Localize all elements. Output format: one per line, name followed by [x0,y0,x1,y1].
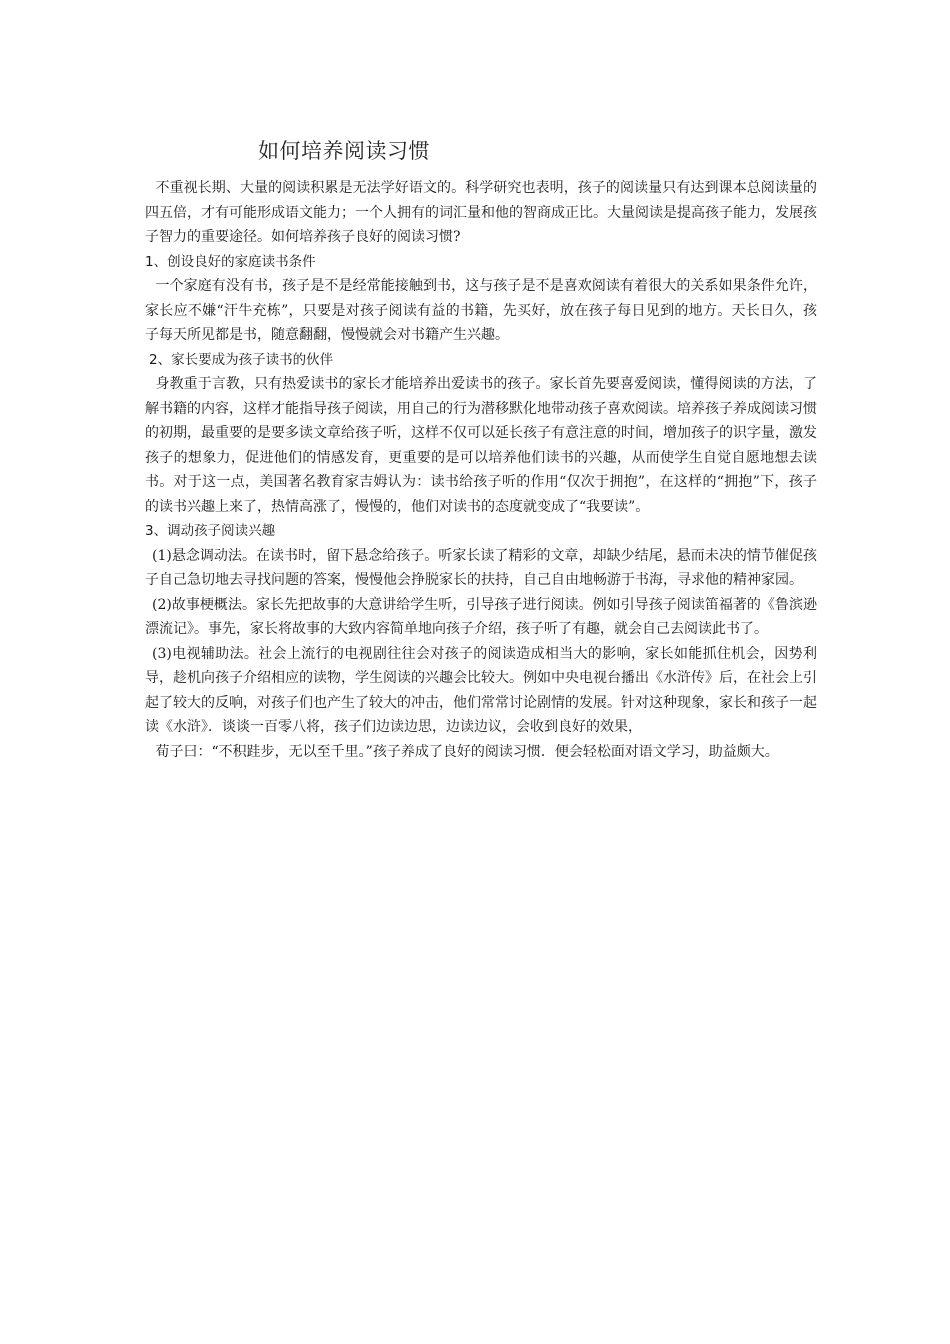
document-body [145,176,817,764]
conclusion-paragraph: 荀子曰：“不积跬步，无以至千里。”孩子养成了良好的阅读习惯．便会轻松面对语文学习，助益颇大。 [155,743,779,760]
section-1-heading: 1、创设良好的家庭读书条件 [145,253,316,270]
section-1-paragraph: 一个家庭有没有书，孩子是不是经常能接触到书，这与孩子是不是喜欢阅读有着很大的关系如果条件允许，家长应不嫌“汗牛充栋”，只要是对孩子阅读有益的书籍，先买好，放在孩子每日见到的地方。天长日久，孩子每天所见都是书，随意翻翻，慢慢就会对书籍产生兴趣。 [145,278,817,343]
intro-paragraph: 不重视长期、大量的阅读积累是无法学好语文的。科学研究也表明，孩子的阅读量只有达到课本总阅读量的四五倍，才有可能形成语文能力；一个人拥有的词汇量和他的智商成正比。大量阅读是提高孩子能力，发展孩子智力的重要途径。如何培养孩子良好的阅读习惯? [145,180,817,245]
section-2-paragraph: 身教重于言教，只有热爱读书的家长才能培养出爱读书的孩子。家长首先要喜爱阅读，懂得阅读的方法，了解书籍的内容，这样才能指导孩子阅读，用自己的行为潜移默化地带动孩子喜欢阅读。培养孩子养成阅读习惯的初期，最重要的是要多读文章给孩子听，这样不仅可以延长孩子有意注意的时间，增加孩子的识字量，激发孩子的想象力，促进他们的情感发育，更重要的是可以培养他们读书的兴趣，从而使学生自觉自愿地想去读书。对于这一点，美国著名教育家吉姆认为：读书给孩子听的作用“仅次于拥抱”，在这样的“拥抱”下，孩子的读书兴趣上来了，热情高涨了，慢慢的，他们对读书的态度就变成了“我要读”。 [145,376,817,515]
section-3-heading: 3、调动孩子阅读兴趣 [145,523,276,539]
section-2-heading: 2、家长要成为孩子读书的伙伴 [149,351,334,368]
document-title: 如何培养阅读习惯 [258,139,430,163]
section-3-item-3: (3)电视辅助法。社会上流行的电视剧往往会对孩子的阅读造成相当大的影响，家长如能抓住机会，因势利导，趁机向孩子介绍相应的读物，学生阅读的兴趣会比较大。例如中央电视台播出《水浒传》后，在社会上引起了较大的反响，对孩子们也产生了较大的冲击，他们常常讨论剧情的发展。针对这种现象，家长和孩子一起读《水浒》．谈谈一百零八将，孩子们边读边思，边读边议，会收到良好的效果， [145,645,817,735]
section-3-item-1: (1)悬念调动法。在读书时，留下悬念给孩子。听家长读了精彩的文章，却缺少结尾，悬而未决的情节催促孩子自己急切地去寻找问题的答案，慢慢他会挣脱家长的扶持，自己自由地畅游于书海，寻求他的精神家园。 [145,547,817,588]
section-3-item-2: (2)故事梗概法。家长先把故事的大意讲给学生听，引导孩子进行阅读。例如引导孩子阅读笛福著的《鲁滨逊漂流记》。事先，家长将故事的大致内容简单地向孩子介绍，孩子听了有趣，就会自己去阅读此书了。 [145,596,817,637]
